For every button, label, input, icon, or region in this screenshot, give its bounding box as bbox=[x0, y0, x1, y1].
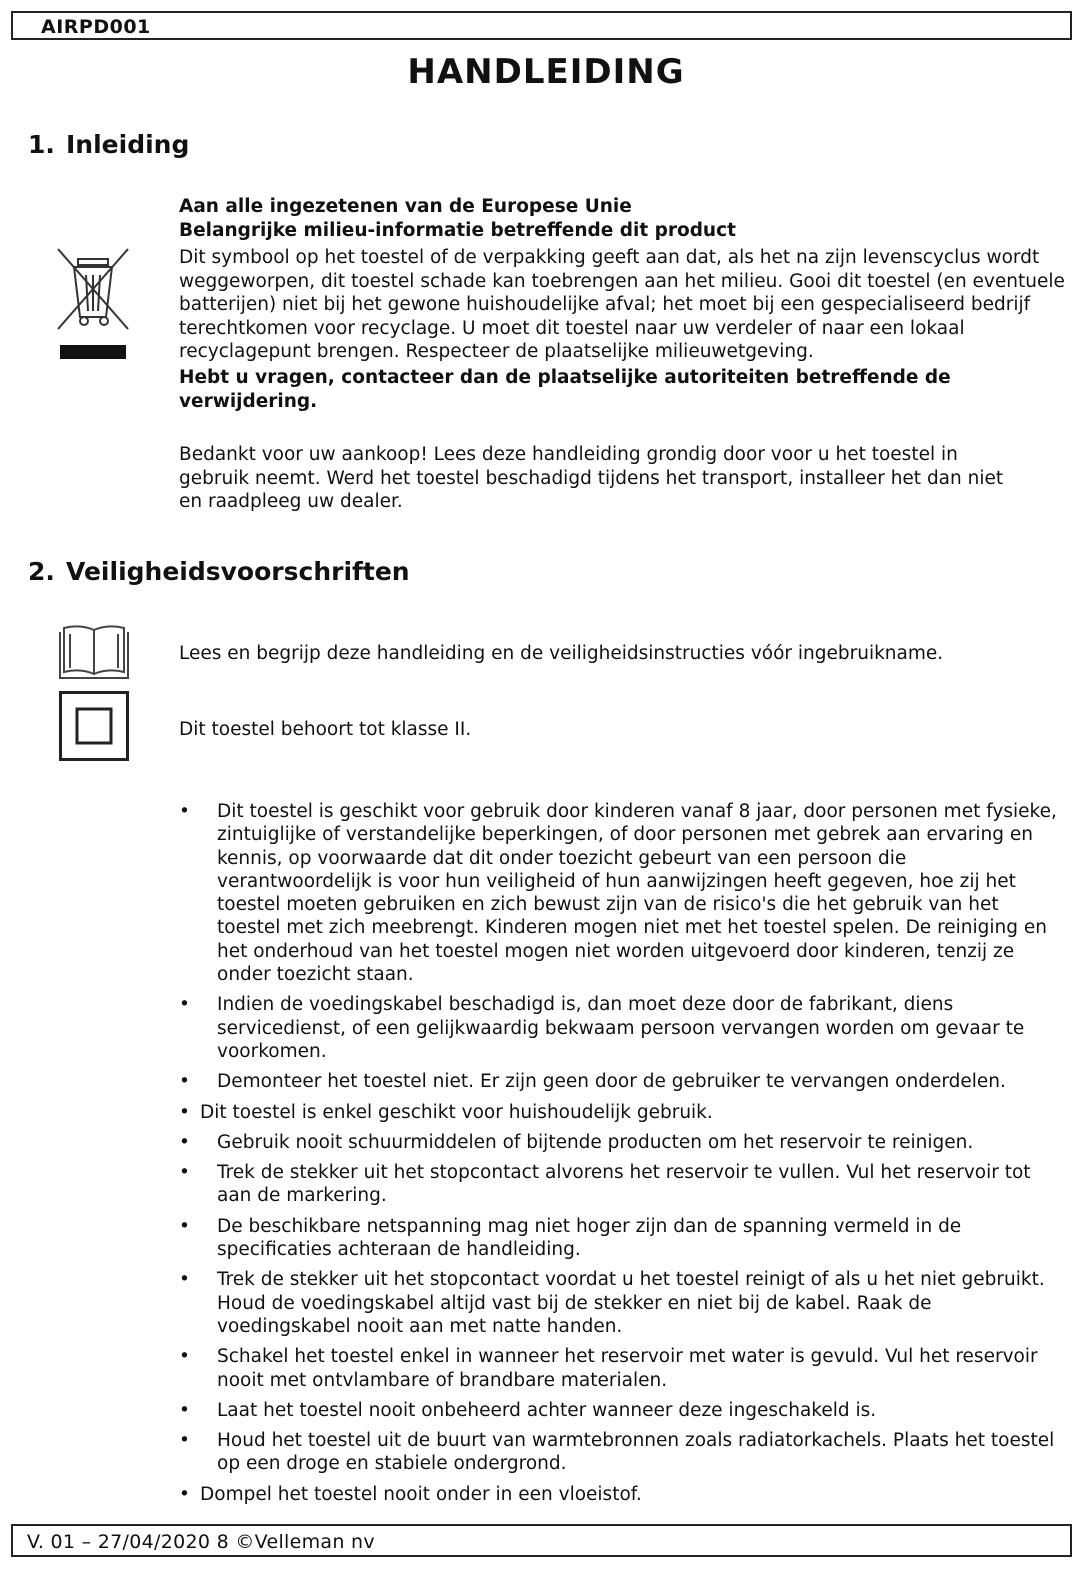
list-item: • Gebruik nooit schuurmiddelen of bijtende producten om het reservoir te reinigen. bbox=[179, 1131, 1059, 1154]
list-item: • Dit toestel is enkel geschikt voor huishoudelijk gebruik. bbox=[179, 1101, 1059, 1124]
footer-text: V. 01 – 27/04/2020 8 ©Velleman nv bbox=[27, 1531, 375, 1553]
header-box bbox=[11, 11, 1072, 40]
contact-notice: Hebt u vragen, contacteer dan de plaatselijke autoriteiten betreffende de verwijdering. bbox=[179, 367, 951, 412]
list-item: • Trek de stekker uit het stopcontact voordat u het toestel reinigt of als u het niet gebruikt. Houd de voedingskabel altijd vast bij de stekker en niet bij de kabel. Raak de voedingskabel nooit aan met natte handen. bbox=[179, 1268, 1059, 1338]
safety-bullet-list bbox=[179, 800, 1059, 1513]
footer-box bbox=[11, 1524, 1072, 1557]
list-item: • Indien de voedingskabel beschadigd is, dan moet deze door de fabrikant, diens servicedienst, of een gelijkwaardig bekwaam persoon vervangen worden om gevaar te voorkomen. bbox=[179, 993, 1059, 1063]
read-manual-text: Lees en begrijp deze handleiding en de veiligheidsinstructies vóór ingebruikname. bbox=[179, 643, 944, 664]
section-1-heading bbox=[28, 130, 189, 159]
section-1-title: Inleiding bbox=[66, 130, 190, 159]
environment-body: Dit symbool op het toestel of de verpakking geeft aan dat, als het na zijn levenscyclus wordt weggeworpen, dit toestel schade kan toebrengen aan het milieu. Gooi dit toestel (en eventuele batterijen) niet bij het gewone huishoudelijke afval; het moet bij een gespecialiseerd bedrijf terechtkomen voor recyclage. U moet dit toestel naar uw verdeler of naar een lokaal recyclagepunt brengen. Respecteer de plaatselijke milieuwetgeving. bbox=[179, 247, 1065, 362]
read-manual-icon bbox=[56, 622, 132, 682]
section-2-number: 2. bbox=[28, 557, 55, 586]
environment-heading: Belangrijke milieu-informatie betreffende dit product bbox=[179, 220, 736, 241]
list-item: • Dit toestel is geschikt voor gebruik door kinderen vanaf 8 jaar, door personen met fysieke, zintuiglijke of verstandelijke beperkingen, of door personen met gebrek aan ervaring en kennis, op voorwaarde dat dit onder toezicht gebeurt van een persoon die verantwoordelijk is voor hun veiligheid of hun aanwijzingen heeft gegeven, hoe zij het toestel moeten gebruiken en zich bewust zijn van de risico's die het gebruik van het toestel met zich meebrengt. Kinderen mogen niet met het toestel spelen. De reiniging en het onderhoud van het toestel mogen niet worden uitgevoerd door kinderen, tenzij ze onder toezicht staan. bbox=[179, 800, 1059, 986]
list-item: • Laat het toestel nooit onbeheerd achter wanneer deze ingeschakeld is. bbox=[179, 1399, 1059, 1422]
section-1-number: 1. bbox=[28, 130, 55, 159]
list-item: • Dompel het toestel nooit onder in een vloeistof. bbox=[179, 1483, 1059, 1506]
list-item: • Schakel het toestel enkel in wanneer het reservoir met water is gevuld. Vul het reservoir nooit met ontvlambare of brandbare materialen. bbox=[179, 1345, 1059, 1392]
eu-heading: Aan alle ingezetenen van de Europese Unie bbox=[179, 196, 632, 217]
product-code: AIRPD001 bbox=[41, 16, 151, 38]
section-2-title: Veiligheidsvoorschriften bbox=[66, 557, 410, 586]
list-item: • Demonteer het toestel niet. Er zijn geen door de gebruiker te vervangen onderdelen. bbox=[179, 1070, 1059, 1093]
class-ii-icon bbox=[59, 691, 129, 761]
thanks-text: Bedankt voor uw aankoop! Lees deze handleiding grondig door voor u het toestel in gebruik neemt. Werd het toestel beschadigd tijdens het transport, installeer het dan niet en raadpleeg uw dealer. bbox=[179, 444, 1004, 512]
list-item: • De beschikbare netspanning mag niet hoger zijn dan de spanning vermeld in de specificaties achteraan de handleiding. bbox=[179, 1215, 1059, 1262]
list-item: • Trek de stekker uit het stopcontact alvorens het reservoir te vullen. Vul het reservoir tot aan de markering. bbox=[179, 1161, 1059, 1208]
list-item: • Houd het toestel uit de buurt van warmtebronnen zoals radiatorkachels. Plaats het toestel op een droge en stabiele ondergrond. bbox=[179, 1429, 1059, 1476]
class-ii-text: Dit toestel behoort tot klasse II. bbox=[179, 719, 472, 740]
weee-bin-icon bbox=[52, 245, 136, 363]
section-2-heading bbox=[28, 557, 410, 586]
page-title: HANDLEIDING bbox=[407, 52, 685, 92]
